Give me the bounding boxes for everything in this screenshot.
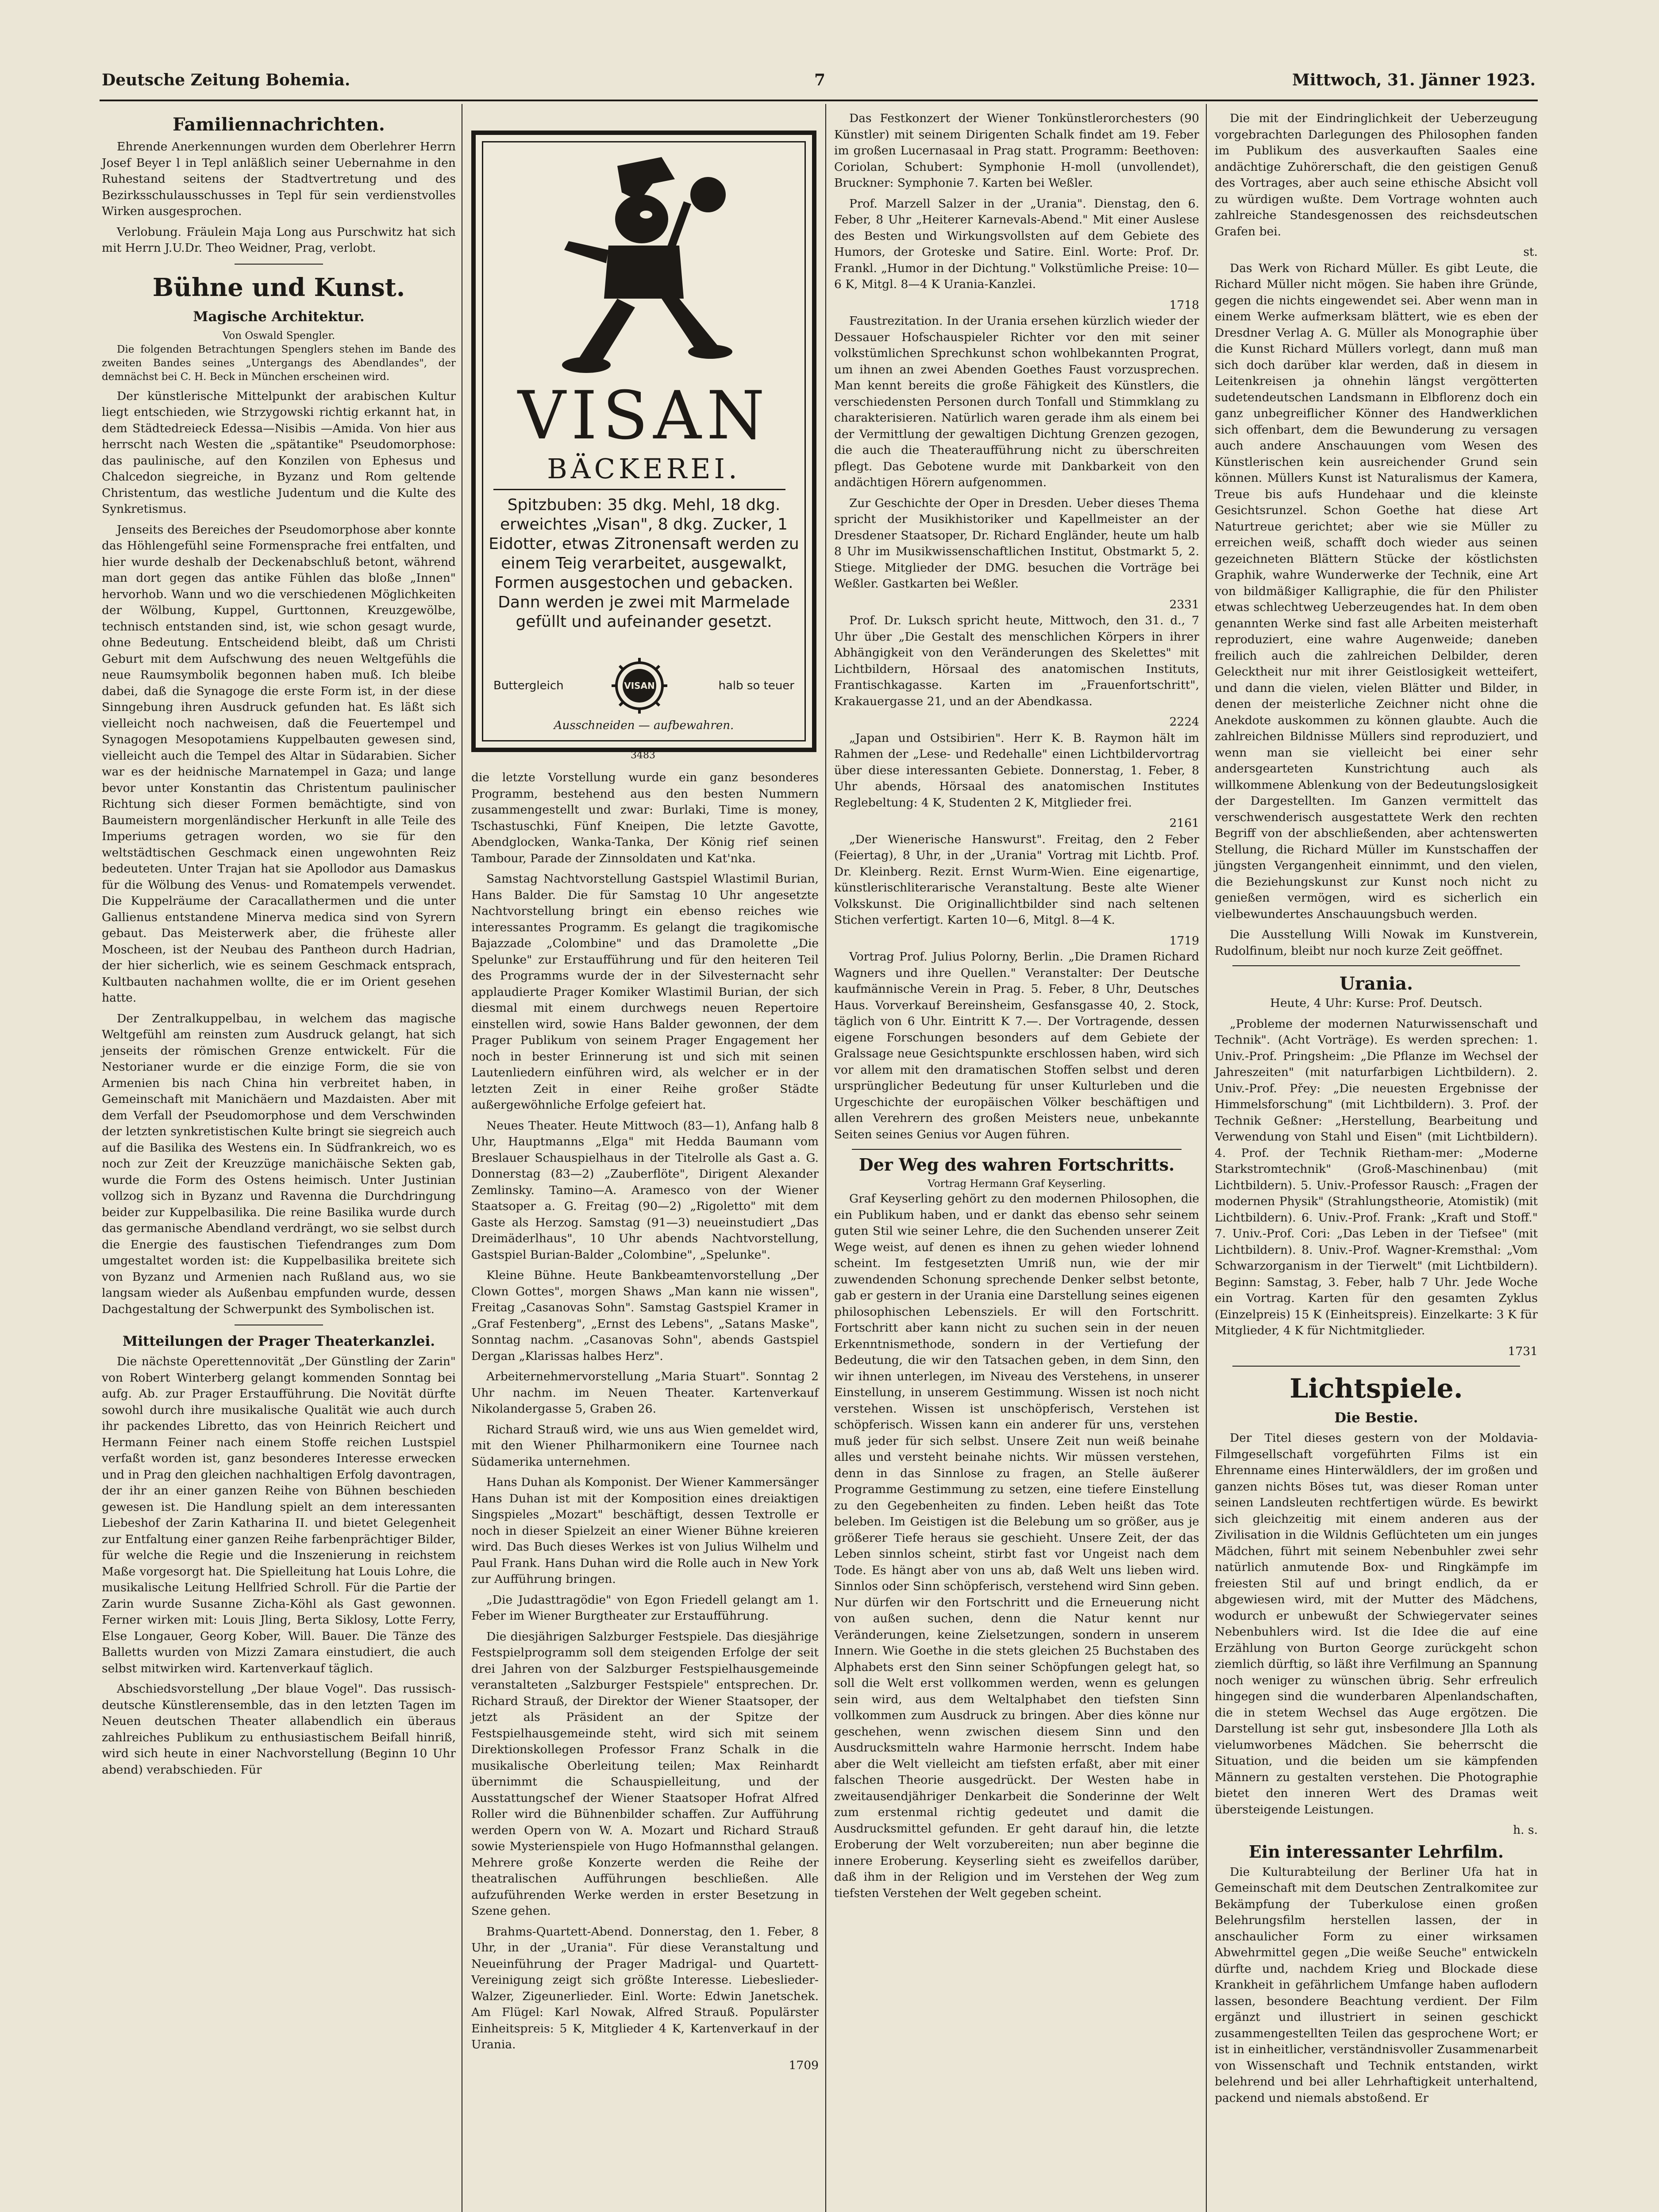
ad-badge-row [476,657,812,714]
visan-advertisement [471,131,816,752]
baker-figure-icon [551,153,737,383]
ad-footer: Ausschneiden — aufbewahren. [554,719,734,732]
article-paragraph: Jenseits des Bereiches der Pseudomorphose aber konnte das Höhlengefühl seine Formensprache frei entfalten, und hier wurde deshalb der Deckenabschluß betont, während man dort gegen das antike Fühlen das bloße „Innen" hervorhob. Wann und wo die verschiedenen Möglichkeiten der Wölbung, Kuppel, Gurttonnen, Kreuzgewölbe, technisch entstanden sind, ist, wie schon gesagt wurde, ohne Bedeutung. Entscheidend bleibt, daß um Christi Geburt mit dem Aufschwung des neuen Weltgefühls die neue Raumsymbolik begonnen haben muß. Ich bleibe dabei, daß die Synagoge die erste Form ist, in der diese Sinngebung ihren Ausdruck gefunden hat. Es läßt sich vielleicht noch nachweisen, daß die Feuertempel und Synagogen Mesopotamiens Kuppelbauten gewesen sind, vielleicht auch die Tempel des Altar in Südarabien. Sicher war es der heidnische Marnatempel in Gaza; und lange bevor unter Konstantin das Christentum paulinischer Richtung sich dieser Formen bemächtigte, sind von Baumeistern morgenländischer Herkunft in alle Teile des Imperiums getragen worden, wo sie für den weltstädtischen Geschmack einen ungewohnten Reiz bedeuteten. Unter Trajan hat sie Apollodor aus Damaskus für die Wölbung des Venus- und Romatempels verwendet. Die Kuppelräume der Caracallathermen und die unter Gallienus entstandene Minerva medica sind von Syrern gebaut. Das Meisterwerk aber, die früheste aller Moscheen, ist der Neubau des Pantheon durch Hadrian, der hier sicherlich, wie es seinem Geschmack entsprach, Kultbauten nachahmen wollte, die er im Orient gesehen hatte. [102,522,456,1005]
divider [852,1149,1182,1150]
theater-paragraph: die letzte Vorstellung wurde ein ganz besonderes Programm, bestehend aus den besten Nummern zusammengestellt und zwar: Burlaki, Time is money, Tschastuschki, Fünf Kneipen, Die letzte Gavotte, Abendglocken, Wanka-Tanka, Der König rief seinen Tambour, Parade der Zinnsoldaten und Kat'nka. [471,771,819,865]
lecture-title: Der Weg des wahren Fortschritts. [858,1155,1175,1175]
theater-paragraph: Arbeiternehmervorstellung „Maria Stuart". Sonntag 2 Uhr nachm. im Neuen Theater. Kartenverkauf Nikolandergasse 5, Graben 26. [471,1370,819,1416]
ad-brand-subtitle: BÄCKEREI. [547,453,741,485]
notice-number: 1731 [1508,1344,1538,1358]
article-title: Magische Architektur. [193,308,365,325]
urania-line: Heute, 4 Uhr: Kurse: Prof. Deutsch. [1270,996,1483,1010]
notice-paragraph: Faustrezitation. In der Urania ersehen kürzlich wieder der Dessauer Hofschauspieler Richter vor den mit seiner volkstümlichen Sprechkunst schon wohlbekannten Prograt, um ihnen an zwei Abenden Goethes Faust vorzusprechen. Man kennt bereits die große Fähigkeit des Künstlers, die verschiedensten Personen durch Tonfall und Stimmklang zu charakterisieren. Natürlich waren gerade ihm als einem bei der Vermittlung der gewaltigen Dichtung Grenzen gezogen, die auch die Theateraufführung nicht zu überschreiten pflegt. Das Gebotene wurde mit Dankbarkeit von den andächtigen Hörern aufgenommen. [834,314,1199,489]
notice-number: 1709 [789,2058,819,2072]
visan-logo-icon [606,657,673,714]
page-header [102,71,1536,97]
theater-paragraph: „Die Judasttragödie" von Egon Friedell gelangt am 1. Feber im Wiener Burgtheater zur Erstaufführung. [471,1593,819,1623]
logo-text: VISAN [624,680,655,691]
theater-paragraph: Hans Duhan als Komponist. Der Wiener Kammersänger Hans Duhan ist mit der Komposition eines dreiaktigen Singspieles „Mozart" beschäftigt, dessen Textrolle er noch in dieser Spielzeit an einer Wiener Bühne kreieren wird. Das Buch dieses Werkes ist von Julius Wilhelm und Paul Frank. Hans Duhan wird die Rolle auch in New York zur Aufführung bringen. [471,1475,819,1586]
header-rule [100,100,1538,101]
family-news-title: Familiennachrichten. [173,114,385,135]
article-paragraph: Der künstlerische Mittelpunkt der arabischen Kultur liegt entschieden, wie Strzygowski richtig erkannt hat, in dem Städtedreieck Edessa—Nisibis —Amida. Von hier aus herrscht nach Westen die „spätantike" Pseudomorphose: das paulinische, auf den Konzilen von Ephesus und Chalcedon siegreiche, in Byzanz und Rom geltende Christentum, das westliche Judentum und die Kulte des Synkretismus. [102,389,456,516]
family-news-item: Ehrende Anerkennungen wurden dem Oberlehrer Herrn Josef Beyer l in Tepl anläßlich seiner Uebernahme in den Ruhestand seitens der Stadtvertretung und des Bezirksschulausschusses in Tepl für sein verdienstvolles Wirken ausgesprochen. [102,140,456,218]
notice-paragraph: Vortrag Prof. Julius Polorny, Berlin. „Die Dramen Richard Wagners und ihre Quellen." Veranstalter: Der Deutsche kaufmännische Verein in Prag. 5. Feber, 8 Uhr, Deutsches Haus. Vorverkauf Bereinsheim, Gesfansgasse 40, 2. Stock, täglich von 6 Uhr. Eintritt K 7.—. Der Vortragende, dessen eigene Forschungen besonders auf dem Gebiete der Gralssage neue Gesichtspunkte erschlossen haben, wird sich vor allem mit den dramatischen Stoffen selbst und deren ursprünglicher Bedeutung für unser Kulturleben und die Urgeschichte der europäischen Völker beschäftigen und allen Verehrern des großen Meisters neue, unbekannte Seiten seines Genius vor Augen führen. [834,950,1199,1141]
theater-paragraph: Die diesjährigen Salzburger Festspiele. Das diesjährige Festspielprogramm soll dem steigenden Erfolge der seit drei Jahren von der Salzburger Festspielhausgemeinde veranstalteten „Salzburger Festspiele" entsprechen. Dr. Richard Strauß, der Direktor der Wiener Staatsoper, der jetzt als Präsident an der Spitze der Festspielhausgemeinde steht, wird sich mit seinem Direktionskollegen Professor Franz Schalk in die musikalische Oberleitung teilen; Max Reinhardt übernimmt die Schauspielleitung, und der Ausstattungschef der Wiener Staatsoper Hofrat Alfred Roller wird die Bühnenbilder schaffen. Zur Aufführung werden Opern von W. A. Mozart und Richard Strauß sowie Mysterienspiele von Hugo Hofmannsthal gelangen. Mehrere große Konzerte werden die Reihe der theatralischen Aufführungen beschließen. Alle aufzuführenden Werke werden in erster Besetzung in Szene gehen. [471,1629,819,1918]
ad-recipe: Spitzbuben: 35 dkg. Mehl, 18 dkg. erweichtes „Visan", 8 dkg. Zucker, 1 Eidotter, etwas Zitronensaft werden zu einem Teig verarbeitet, ausgewalkt, Formen ausgestochen und gebacken. Dann werden je zwei mit Marmelade gefüllt und aufeinander gesetzt. [489,496,799,631]
lecture-paragraph: Graf Keyserling gehört zu den modernen Philosophen, die ein Publikum haben, und er dankt das ebenso sehr seinem guten Stil wie seiner Lehre, die den Suchenden unserer Zeit Wege weist, auf denen es ihnen zu gehen wieder lohnend scheint. Im festgesetzten Umriß nun, wie der mir zuwendenden Schonung sprechende Denker selbst betonte, gab er gestern in der Urania eine Darstellung seines eigenen philosophischen Lebensziels. Er will den Fortschritt. Fortschritt aber kann nicht zu suchen sein in der neuen Erkenntnismethode, sondern in der Vertiefung der Bedeutung, die wir den Tatsachen geben, in dem Sinn, den wir ihnen unterlegen, im Niveau des Verstehens, in unserer Einstellung, in unserem Gestimmung. Wissen ist noch nicht verstehen. Wissen ist unschöpferisch, Verstehen ist schöpferisch. Wissen kann ein anderer für uns, verstehen muß jeder für sich selbst. Unsere Zeit nun weiß beinahe alles und versteht beinahe nichts. Wir müssen verstehen, denn in das Sinnlose zu fragen, an Stelle äußerer Programme Gestimmung zu setzen, eine tiefere Einstellung zu den Gegebenheiten zu finden. Leben heißt das Tote beleben. Im Geistigen ist die Belebung um so größer, aus je größerer Tiefe heraus sie geschieht. Unsere Zeit, der das Leben sinnlos scheint, stirbt fast vor Ungeist nach dem Tode. Es hängt aber von uns ab, daß Welt uns lieben wird. Sinnlos oder Sinn schöpferisch, verstehend wird Sinn geben. Nur dürfen wir den Fortschritt und die Erneuerung nicht von außen suchen, denn die Natur kennt nur Veränderungen, keine Zielsetzungen, sondern in unserem Innern. Wie Goethe in die stets gleichen 25 Buchstaben des Alphabets erst den Sinn seiner Schöpfungen gelegt hat, so soll die Welt erst vollkommen werden, wenn es gelungen sein wird, aus dem Weltalphabet den tiefsten Sinn vollkommen zum Ausdruck zu bringen. Aber dies könne nur geschehen, wenn zwischen diesem Sinn und den Ausdrucksmitteln wahre Harmonie herrscht. Indem habe aber die Welt vielleicht am tiefsten erfaßt, aber mit einer falschen Theorie ausgedrückt. Der Westen habe in zweitausendjähriger Denkarbeit die Sonderinne der Welt zum erstenmal richtig gedeutet und damit die Ausdrucksmittel gefunden. Er geht darauf hin, die letzte Eroberung der Welt vorzubereiten; nun aber beginne die innere Eroberung. Keyserling sieht es zweifellos darüber, daß ihm in der Religion und im Verstehen der Weg zum tiefsten Verstehen der Welt gegeben scheint. [834,1192,1199,1900]
page-number: 7 [814,71,826,89]
ad-brand: VISAN [518,377,770,454]
column-divider [825,104,826,2212]
notice-paragraph: Das Festkonzert der Wiener Tonkünstlerorchesters (90 Künstler) mit seinem Dirigenten Schalk findet am 19. Feber im großen Lucernasaal in Prag statt. Programm: Beethoven: Coriolan, Schubert: Symphonie H-moll (unvollendet), Bruckner: Symphonie 7. Karten bei Weßler. [834,111,1199,190]
film-review: Der Titel dieses gestern von der Moldavia-Filmgesellschaft vorgeführten Films ist ein Ehrenname eines Hinterwäldlers, der im großen und ganzen nichts Böses tut, was dieser Roman unter seinen Landsleuten rechtfertigen würde. Es bewirkt sich gleichzeitig mit einem anderen aus der Zivilisation in die Wildnis Geflüchteten um ein junges Mädchen, führt mit seinem Nebenbuhler zwei sehr natürlich anmutende Box- und Ringkämpfe im freiesten Stil auf und bringt endlich, da er abgewiesen wird, mit der Mutter des Mädchens, wodurch er unbewußt der Schwiegervater seines Nebenbuhlers wird. Ist die Idee die auf eine Erzählung von Burton George zurückgeht schon ziemlich dürftig, so läßt ihre Verfilmung an Spannung noch weniger zu wünschen übrig. Sehr erfreulich hingegen sind die wunderbaren Alpenlandschaften, die in stetem Wechsel das Auge ergötzen. Die Darstellung ist sehr gut, insbesondere Jlla Loth als vielumworbenes Mädchen. Sie beherrscht die Situation, und die beiden um sie kämpfenden Männern zu gestalten verstehen. Die Photographie bietet den inneren Wert des Dramas weit übersteigende Leistungen. [1215,1431,1538,1816]
review-paragraph: Das Werk von Richard Müller. Es gibt Leute, die Richard Müller nicht mögen. Sie haben ihre Gründe, gegen die nichts eingewendet sei. Aber wenn man in einem Werke aufmerksam blättert, wie es eben der Dresdner Verlag A. G. Müller als Monographie über die Kunst Richard Müllers vorlegt, dann muß man sich doch darüber klar werden, daß in diesem in Leitenkreisen ja ohnehin längst vergötterten sudetendeutschen Landsmann in Elbflorenz doch ein ganz unbegreiflicher Könner des Handwerklichen sich offenbart, dem die Bewunderung zu versagen auch andere Anschauungen vom Wesen des Künstlerischen kein ausreichender Grund sein können. Müllers Kunst ist Naturalismus der Kamera, Treue bis aufs Hundehaar und die kleinste Gesichtsrunzel. Schon Goethe hat diese Art Naturtreue gerichtet; aber wie sie Müller zu erreichen weiß, schafft doch wieder aus seinen gezeichneten Blättern Stücke der köstlichsten Graphik, wahre Wunderwerke der Technik, eine Art von bildmäßiger Kalligraphie, die für den Philister etwas schlechtweg Ueberzeugendes hat. In dem oben genannten Werke sind fast alle Arbeiten meisterhaft reproduziert, eine wahre Augenweide; daneben freilich auch die zahlreichen Delbilder, deren Gelecktheit nur mit ihrer Geistlosigkeit wetteifert, und dann die vielen, vielen Blätter und Bilder, in denen der meisterliche Zeichner nicht ohne die Anekdote auskommen zu können glaubte. Auch die zahlreichen Bildnisse Müllers sind reproduziert, und wenn man sie vielleicht bei einer sehr andersgearteten Kunstrichtung auch als willkommene Ablenkung von der Bedeutungslosigkeit der Dargestellten. Im Ganzen vermittelt das verschwenderisch ausgestattete Werk den rechten Begriff von der abschließenden, aber achtenswerten Stellung, die Richard Müller im Kunstschaffen der jüngsten Vergangenheit einnimmt, und den vielen, die Beziehungskunst zur Kunst noch nicht zu genießen vermögen, wird es sicherlich ein vielbewundertes Anschauungsbuch werden. [1215,261,1538,921]
theater-paragraph: Brahms-Quartett-Abend. Donnerstag, den 1. Feber, 8 Uhr, in der „Urania". Für diese Veranstaltung und Neueinführung der Prager Madrigal- und Quartett-Vereinigung zeigt sich größte Interesse. Liebeslieder-Walzer, Zigeunerlieder. Einl. Worte: Edwin Janetschek. Am Flügel: Karl Nowak, Alfred Strauß. Populärster Einheitspreis: 5 K, Mitglieder 4 K, Kartenverkauf in der Urania. [471,1924,819,2051]
signature: st. [1523,245,1538,259]
urania-program: „Probleme der modernen Naturwissenschaft und Technik". (Acht Vorträge). Es werden sprechen: 1. Univ.-Prof. Pringsheim: „Die Pflanze im Wechsel der Jahreszeiten" (mit naturfarbigen Lichtbildern). 2. Univ.-Prof. Přey: „Die neuesten Ergebnisse der Himmelsforschung" (mit Lichtbildern). 3. Prof. der Technik Geßner: „Herstellung, Bearbeitung und Verwendung von Stahl und Eisen" (mit Lichtbildern). 4. Prof. der Technik Rietham-mer: „Moderne Starkstromtechnik" (Groß-Maschinenbau) (mit Lichtbildern). 5. Univ.-Professor Rausch: „Fragen der modernen Physik" (Strahlungstheorie, Atomistik) (mit Lichtbildern). 6. Univ.-Prof. Frank: „Kraft und Stoff." 7. Univ.-Prof. Cori: „Das Leben in der Tiefsee" (mit Lichtbildern). 8. Univ.-Prof. Wagner-Kremsthal: „Vom Schwarzorganism in der Tierwelt" (mit Lichtbildern). Beginn: Samstag, 3. Feber, halb 7 Uhr. Jede Woche ein Vortrag. Karten für den gesamten Zyklus (Einzelpreis) 15 K (Einheitspreis). Einzelkarte: 3 K für Mitglieder, 4 K für Nichtmitglieder. [1215,1017,1538,1337]
kanzlei-paragraph: Die nächste Operettennovität „Der Günstling der Zarin" von Robert Winterberg gelangt kommenden Sonntag bei aufg. Ab. zur Prager Erstaufführung. Die Novität dürfte sowohl durch ihre musikalische Qualität wie auch durch ihr packendes Libretto, das von Heinrich Reichert und Hermann Feiner nach einem Stoffe reichen Lustspiel verfaßt worden ist, ganz besonderes Interesse erwecken und in Prag den gleichen nachhaltigen Erfolg davontragen, der ihr an einer ganzen Reihe von Bühnen beschieden gewesen ist. Die Handlung spielt an dem interessanten Liebeshof der Zarin Katharina II. und bietet Gelegenheit zur Entfaltung einer ganzen Reihe farbenprächtiger Bilder, für welche die Regie und die Inszenierung in reichstem Maße vorgesorgt hat. Die Spielleitung hat Louis Lohre, die musikalische Leitung Hellfried Schroll. Für die Partie der Zarin wurde Susanne Zicha-Köhl als Gast gewonnen. Ferner wirken mit: Louis Jling, Berta Siklosy, Lotte Ferry, Else Longauer, Georg Kober, Will. Bauer. Die Tänze des Balletts wurden von Mizzi Zamara einstudiert, die auch selbst mitwirken wird. Kartenverkauf täglich. [102,1355,456,1675]
column-2 [471,770,819,2074]
column-4 [1215,111,1538,2111]
signature: h. s. [1513,1823,1538,1837]
kanzlei-paragraph: Abschiedsvorstellung „Der blaue Vogel". Das russisch-deutsche Künstlerensemble, das in den letzten Tagen im Neuen deutschen Theater allabendlich ein überaus zahlreiches Publikum zu enthusiastischem Beifall hinriß, wird sich heute in einer Nachvorstellung (Beginn 10 Uhr abend) verabschieden. Für [102,1682,456,1777]
ad-badge-right: halb so teuer [718,679,794,692]
theater-paragraph: Kleine Bühne. Heute Bankbeamtenvorstellung „Der Clown Gottes", morgen Shaws „Man kann nie wissen", Freitag „Casanovas Sohn". Samstag Gastspiel Kramer in „Graf Festenberg", „Ernst des Lebens", „Satans Maske", Sonntag nachm. „Casanovas Sohn", abends Gastspiel Dergan „Klarissas halbes Herz". [471,1268,819,1363]
lehrfilm-paragraph: Die Kulturabteilung der Berliner Ufa hat in Gemeinschaft mit dem Deutschen Zentralkomitee zur Bekämpfung der Tuberkulose einen großen Belehrungsfilm herstellen lassen, der in anschaulicher Form zu einer wirksamen Abwehrmittel gegen „Die weiße Seuche" entwickeln dürfte und, nachdem Krieg und Blockade diese Krankheit in gefährlichem Umfange haben auflodern lassen, besondere Beachtung verdient. Der Film ergänzt und illustriert in seinen geschickt zusammengestellten Teilen das gesprochene Wort; er ist in einheitlicher, verständnisvoller Zusammenarbeit von Wissenschaft und Technik entstanden, wirkt belehrend und bei aller Lehrhaftigkeit unterhaltend, packend und niemals abstoßend. Er [1215,1865,1538,2105]
notice-number: 1719 [1169,933,1199,948]
ad-rule [493,489,785,490]
column-divider [1206,104,1207,2212]
theater-paragraph: Neues Theater. Heute Mittwoch (83—1), Anfang halb 8 Uhr, Hauptmanns „Elga" mit Hedda Baumann vom Breslauer Schauspielhaus in der Titelrolle als Gast a. G. Donnerstag (83—2) „Zauberflöte", Dirigent Alexander Zemlinsky. Tamino—A. Aramesco von der Wiener Staatsoper a. G. Freitag (90—2) „Rigoletto" mit dem Gaste als Herzog. Samstag (91—3) neueinstudiert „Das Dreimäderlhaus", 10 Uhr abends Nachtvorstellung, Gastspiel Burian-Balder „Colombine", „Spelunke". [471,1118,819,1262]
notice-paragraph: Prof. Marzell Salzer in der „Urania". Dienstag, den 6. Feber, 8 Uhr „Heiterer Karnevals-Abend." Mit einer Auslese des Besten und Wirkungsvollsten auf dem Gebiete des Humors, der Groteske und Satire. Einl. Worte: Prof. Dr. Frankl. „Humor in der Dichtung." Volkstümliche Preise: 10—6 K, Mitgl. 8—4 K Urania-Kanzlei. [834,196,1199,291]
column-3 [834,111,1199,1906]
notice-number: 2161 [1169,816,1199,830]
column-1 [102,111,456,1782]
article-paragraph: Der Zentralkuppelbau, in welchem das magische Weltgefühl am reinsten zum Ausdruck gelangt, hat sich jenseits der römischen Grenze entwickelt. Für die Nestorianer wurde er die einzige Form, die sie von Armenien bis nach China hin verbreitet haben, in Gemeinschaft mit Manichäern und Mazdaisten. Aber mit dem Verfall der Pseudomorphose und dem Verschwinden der letzten synkretistischen Kulte bringt sie siegreich auch auf die Basilika des Westens ein. In Südfrankreich, wo es noch zur Zeit der Kreuzzüge manichäische Sekten gab, wurde die Form des Ostens heimisch. Unter Justinian vollzog sich in Byzanz und Ravenna die Durchdringung beider zur Kuppelbasilika. Die reine Basilika wurde durch das germanische Abendland verdrängt, wo sie selbst durch die Energie des faustischen Tiefendranges zum Dom umgestaltet worden ist: die Kuppelbasilika breitete sich von Byzanz und Armenien nach Rußland aus, wo sie langsam wieder als Außenbau empfunden wurde, dessen Dachgestaltung der Schwerpunkt des Symbolischen ist. [102,1011,456,1316]
notice-paragraph: Zur Geschichte der Oper in Dresden. Ueber dieses Thema spricht der Musikhistoriker und Kapellmeister an der Dresdener Staatsoper, Dr. Richard Engländer, heute um halb 8 Uhr im Musikwissenschaftlichen Institut, Obstmarkt 5, 2. Stiege. Mitglieder der DMG. besuchen die Vorträge bei Weßler. Gastkarten bei Weßler. [834,496,1199,591]
theater-paragraph: Samstag Nachtvorstellung Gastspiel Wlastimil Burian, Hans Balder. Die für Samstag 10 Uhr angesetzte Nachtvorstellung bringt ein ebenso reiches wie interessantes Programm. Es gelangt die tragikomische Bajazzade „Colombine" und das Dramolette „Die Spelunke" zur Erstaufführung und für den heiteren Teil des Programms wurde der in der Silvesternacht sehr applaudierte Prager Komiker Wlastimil Burian, der sich diesmal mit einem durchwegs neuen Repertoire einstellen wird, sowie Hans Balder gewonnen, der dem Prager Publikum von seinem Prager Engagement her noch in bester Erinnerung ist und sich mit seinen Lautenliedern einführen wird, als welcher er in der letzten Zeit in einer Reihe großer Städte außergewöhnliche Erfolge gefeiert hat. [471,872,819,1112]
section-title: Bühne und Kunst. [152,273,405,302]
lehrfilm-title: Ein interessanter Lehrfilm. [1248,1841,1504,1862]
divider [235,264,323,265]
divider [1232,1366,1520,1367]
family-news-item: Verlobung. Fräulein Maja Long aus Purschwitz hat sich mit Herrn J.U.Dr. Theo Weidner, Prag, verlobt. [102,225,456,255]
notice-number: 2331 [1169,597,1199,611]
notice-paragraph: „Der Wienerische Hanswurst". Freitag, den 2 Feber (Feiertag), 8 Uhr, in der „Urania" Vortrag mit Lichtb. Prof. Dr. Kleinberg. Rezit. Ernst Wurm-Wien. Eine eigenartige, künstlerischliterarische Veranstaltung. Beste alte Wiener Volkskunst. Die Originallichtbilder sind nach seltenen Stichen verfertigt. Karten 10—6, Mitgl. 8—4 K. [834,832,1199,927]
film-section-title: Lichtspiele. [1289,1373,1463,1404]
theater-paragraph: Richard Strauß wird, wie uns aus Wien gemeldet wird, mit den Wiener Philharmonikern eine Tournee nach Südamerika unternehmen. [471,1422,819,1469]
urania-title: Urania. [1340,973,1413,994]
exhibition-notice: Die Ausstellung Willi Nowak im Kunstverein, Rudolfinum, bleibt nur noch kurze Zeit geöffnet. [1215,928,1538,958]
ad-number: 3483 [631,750,655,761]
film-title: Die Bestie. [1334,1410,1418,1426]
lecture-paragraph: Die mit der Eindringlichkeit der Ueberzeugung vorgebrachten Darlegungen des Philosophen fanden im Publikum des ausverkauften Saales eine andächtige Zuhörerschaft, die den geistigen Genuß des Vortrages, aber auch seine ethische Absicht voll zu würdigen wußte. Dem Vortrage wohnten auch zahlreiche Standesgenossen des reichsdeutschen Grafen bei. [1215,111,1538,238]
lecture-subtitle: Vortrag Hermann Graf Keyserling. [928,1178,1106,1190]
kanzlei-title: Mitteilungen der Prager Theaterkanzlei. [122,1333,435,1349]
notice-number: 2224 [1169,715,1199,729]
ad-badge-left: Buttergleich [493,679,564,692]
article-author: Von Oswald Spengler. [222,330,335,342]
issue-date: Mittwoch, 31. Jänner 1923. [1292,71,1536,89]
masthead-name: Deutsche Zeitung Bohemia. [102,71,350,89]
notice-number: 1718 [1169,298,1199,312]
divider [1232,965,1520,966]
notice-paragraph: „Japan und Ostsibirien". Herr K. B. Raymon hält im Rahmen der „Lese- und Redehalle" einen Lichtbildervortrag über diese interessanten Gebiete. Donnerstag, 1. Feber, 8 Uhr abends, Hörsaal des anatomischen Institutes Reglebeltung: 4 K, Studenten 2 K, Mitglieder frei. [834,731,1199,810]
article-note: Die folgenden Betrachtungen Spenglers stehen im Bande des zweiten Bandes seines „Untergangs des Abendlandes", der demnächst bei C. H. Beck in München erscheinen wird. [102,343,456,383]
notice-paragraph: Prof. Dr. Luksch spricht heute, Mittwoch, den 31. d., 7 Uhr über „Die Gestalt des menschlichen Körpers in ihrer Abhängigkeit von den Veränderungen des Skelettes" mit Lichtbildern, Hörsaal des anatomischen Instituts, Frantischkagasse. Karten im „Frauenfortschritt", Krakauergasse 21, und an der Abendkassa. [834,614,1199,708]
